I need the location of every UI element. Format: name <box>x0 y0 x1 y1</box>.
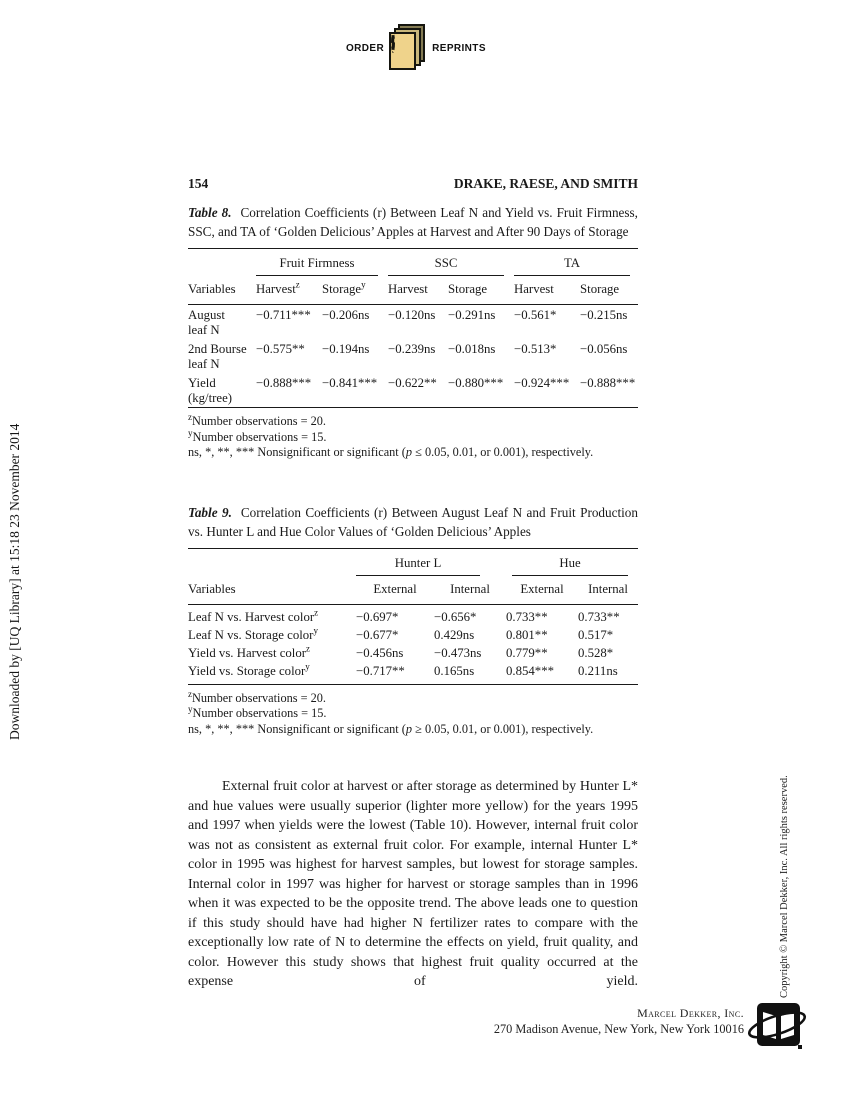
publisher-block <box>494 1006 744 1037</box>
table-cell: 0.733** <box>578 609 620 624</box>
table-cell: −0.622** <box>388 376 437 390</box>
footnote: $^z$Number observations = 20. <box>188 411 326 428</box>
row-label: Yield vs. Harvest color$^z$ <box>188 643 310 660</box>
table-cell: 0.733** <box>506 609 548 624</box>
table-cell: −0.473ns <box>434 645 482 660</box>
column-header: Harvest <box>514 276 580 305</box>
footnote: ns, *, **, *** Nonsignificant or significant (p ≥ 0.05, 0.01, or 0.001), respectively. <box>188 721 594 736</box>
table-cell: 0.211ns <box>578 663 618 678</box>
table9-footnotes <box>188 688 638 738</box>
group-header: SSC <box>388 256 504 276</box>
table-cell: −0.291ns <box>448 308 496 322</box>
table9 <box>188 548 638 685</box>
column-header: External <box>506 576 578 605</box>
table8-caption <box>188 203 638 241</box>
row-label: Leaf N vs. Harvest color$^z$ <box>188 607 319 624</box>
footnote: $^y$Number observations = 15. <box>188 703 327 720</box>
footnote: $^z$Number observations = 20. <box>188 688 326 705</box>
reprints-label: REPRINTS <box>432 42 486 54</box>
table-cell: −0.575** <box>256 342 305 356</box>
row-label: Yield vs. Storage color$^y$ <box>188 661 310 678</box>
table-cell: 0.779** <box>506 645 548 660</box>
table9-caption <box>188 503 638 541</box>
group-header: TA <box>514 256 630 276</box>
table-row <box>188 305 638 340</box>
table8-caption-label: Table 8. <box>188 205 232 220</box>
group-header: Hue <box>512 556 628 576</box>
table-cell: 0.854*** <box>506 663 554 678</box>
column-header: Harvest <box>388 276 448 305</box>
column-header: Storage$^y$ <box>322 276 388 305</box>
table-row <box>188 626 638 644</box>
row-label: August leaf N <box>188 308 225 337</box>
column-header: Internal <box>434 576 506 605</box>
table-row <box>188 604 638 626</box>
seal-circle-icon <box>391 32 395 53</box>
order-reprints-link[interactable] <box>346 24 486 72</box>
row-label: Leaf N vs. Storage color$^y$ <box>188 625 318 642</box>
marcel-dekker-book-logo-icon <box>746 1000 808 1052</box>
table-row <box>188 662 638 685</box>
table-cell: 0.517* <box>578 627 614 642</box>
column-header: Storage <box>448 276 514 305</box>
table8-footnotes <box>188 411 638 461</box>
group-header: Hunter L <box>356 556 480 576</box>
publisher-address: 270 Madison Avenue, New York, New York 10016 <box>493 1022 744 1036</box>
column-header: Harvest$^z$ <box>256 276 322 305</box>
table9-caption-text: Correlation Coefficients (r) Between August Leaf N and Fruit Production vs. Hunter L and Hue Color Values of ‘Golden Delicious’ Apples <box>188 504 638 539</box>
publisher-name: Marcel Dekker, Inc. <box>637 1006 744 1020</box>
table-cell: −0.239ns <box>388 342 436 356</box>
table-cell: −0.697* <box>356 609 399 624</box>
table-cell: −0.056ns <box>580 342 628 356</box>
table-cell: −0.513* <box>514 342 557 356</box>
table-cell: 0.801** <box>506 627 548 642</box>
table9-caption-label: Table 9. <box>188 504 232 520</box>
order-label: ORDER <box>346 42 385 54</box>
table-row <box>188 644 638 662</box>
table-cell: −0.456ns <box>356 645 404 660</box>
table-cell: −0.924*** <box>514 376 570 390</box>
table-row <box>188 339 638 373</box>
table-cell: −0.888*** <box>580 376 636 390</box>
running-head: DRAKE, RAESE, AND SMITH <box>453 176 638 191</box>
body-paragraph: External fruit color at harvest or after storage as determined by Hunter L* and hue values were usually superior (lighter more yellow) for the years 1995 and 1997 when yields were the lowest (Table 10). However, internal fruit color was not as consistent as external fruit color. For example, internal Hunter L* color in 1995 was highest for harvest samples, but lowest for storage samples. Internal color in 1997 was higher for harvest or storage samples than in 1996 when it was expected to be the opposite trend. The above leads one to question if this study should have had higher N fertilizer rates to compare with the exceptionally low rate of N to determine the effects on yield, fruit quality, and color. However this study shows that highest fruit quality occurred at the expense of yield. <box>188 779 638 989</box>
table-cell: −0.717** <box>356 663 405 678</box>
table-cell: −0.206ns <box>322 308 370 322</box>
table-cell: −0.888*** <box>256 376 312 390</box>
table-cell: −0.711*** <box>256 308 311 322</box>
table8-caption-text: Correlation Coefficients (r) Between Leaf N and Yield vs. Fruit Firmness, SSC, and TA of ‘Golden Delicious’ Apples at Harvest and After 90 Days of Storage <box>188 205 638 239</box>
table-row <box>188 373 638 408</box>
footnote: ns, *, **, *** Nonsignificant or significant (p ≤ 0.05, 0.01, or 0.001), respectively. <box>188 445 594 459</box>
table-cell: −0.677* <box>356 627 399 642</box>
column-header: Variables <box>188 276 256 305</box>
copyright-text: Copyright © Marcel Dekker, Inc. All rights reserved. <box>779 775 790 998</box>
table-cell: 0.429ns <box>434 627 475 642</box>
reprints-stack-icon <box>389 24 427 72</box>
table-cell: −0.561* <box>514 308 557 322</box>
table-cell: −0.880*** <box>448 376 504 390</box>
table-cell: −0.120ns <box>388 308 436 322</box>
group-header: Fruit Firmness <box>256 256 378 276</box>
table8 <box>188 248 638 408</box>
table-cell: 0.165ns <box>434 663 475 678</box>
download-stamp-text: Downloaded by [UQ Library] at 15:18 23 November 2014 <box>7 423 22 740</box>
row-label: Yield (kg/tree) <box>188 376 233 405</box>
row-label: 2nd Bourse leaf N <box>188 342 247 371</box>
table-cell: −0.194ns <box>322 342 370 356</box>
main-column <box>188 176 638 992</box>
footnote: $^y$Number observations = 15. <box>188 427 327 444</box>
column-header: Storage <box>580 276 638 305</box>
table-cell: −0.656* <box>434 609 477 624</box>
table-cell: −0.018ns <box>448 342 496 356</box>
column-header: Variables <box>188 576 356 605</box>
table-cell: 0.528* <box>578 645 614 660</box>
page-header <box>188 176 638 192</box>
page-number: 154 <box>188 176 209 191</box>
column-header: External <box>356 576 434 605</box>
table-cell: −0.215ns <box>580 308 628 322</box>
column-header: Internal <box>578 576 638 605</box>
table-cell: −0.841*** <box>322 376 378 390</box>
